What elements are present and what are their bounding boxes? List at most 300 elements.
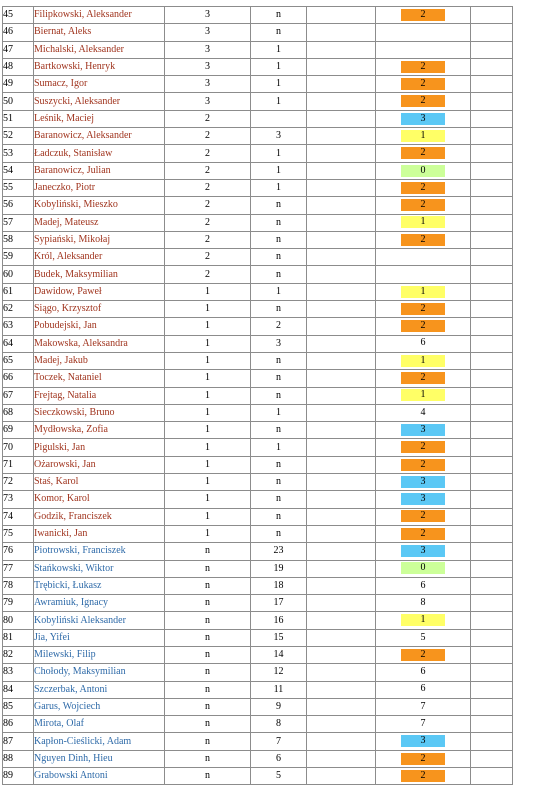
empty-cell[interactable] bbox=[471, 301, 513, 318]
empty-cell[interactable] bbox=[471, 474, 513, 491]
empty-cell[interactable] bbox=[471, 318, 513, 335]
row-number-cell[interactable]: 69 bbox=[3, 422, 34, 439]
column-b-cell[interactable]: 6 bbox=[251, 750, 307, 767]
empty-cell[interactable] bbox=[471, 768, 513, 785]
empty-cell[interactable] bbox=[307, 681, 376, 698]
column-b-cell[interactable]: n bbox=[251, 474, 307, 491]
value-cell[interactable] bbox=[376, 318, 471, 335]
column-a-cell[interactable]: 2 bbox=[165, 197, 251, 214]
empty-cell[interactable] bbox=[307, 474, 376, 491]
row-number-cell[interactable]: 80 bbox=[3, 612, 34, 629]
column-b-cell[interactable]: n bbox=[251, 491, 307, 508]
column-b-cell[interactable]: 15 bbox=[251, 629, 307, 646]
empty-cell[interactable] bbox=[471, 422, 513, 439]
empty-cell[interactable] bbox=[307, 24, 376, 41]
column-b-cell[interactable]: 8 bbox=[251, 716, 307, 733]
empty-cell[interactable] bbox=[307, 733, 376, 750]
column-a-cell[interactable]: n bbox=[165, 646, 251, 663]
row-number-cell[interactable]: 76 bbox=[3, 543, 34, 560]
empty-cell[interactable] bbox=[471, 162, 513, 179]
student-name-cell[interactable]: Ożarowski, Jan bbox=[34, 456, 165, 473]
student-name-cell[interactable]: Pobudejski, Jan bbox=[34, 318, 165, 335]
column-a-cell[interactable]: 2 bbox=[165, 231, 251, 248]
empty-cell[interactable] bbox=[471, 145, 513, 162]
column-b-cell[interactable]: 16 bbox=[251, 612, 307, 629]
empty-cell[interactable] bbox=[471, 491, 513, 508]
value-cell[interactable] bbox=[376, 733, 471, 750]
column-b-cell[interactable]: 5 bbox=[251, 768, 307, 785]
student-name-cell[interactable]: Jia, Yifei bbox=[34, 629, 165, 646]
value-cell[interactable] bbox=[376, 595, 471, 612]
student-name-cell[interactable]: Budek, Maksymilian bbox=[34, 266, 165, 283]
column-b-cell[interactable]: n bbox=[251, 24, 307, 41]
value-cell[interactable] bbox=[376, 543, 471, 560]
student-name-cell[interactable]: Baranowicz, Aleksander bbox=[34, 128, 165, 145]
empty-cell[interactable] bbox=[471, 249, 513, 266]
column-b-cell[interactable]: n bbox=[251, 7, 307, 24]
empty-cell[interactable] bbox=[471, 716, 513, 733]
row-number-cell[interactable]: 72 bbox=[3, 474, 34, 491]
column-a-cell[interactable]: 1 bbox=[165, 474, 251, 491]
student-name-cell[interactable]: Suszycki, Aleksander bbox=[34, 93, 165, 110]
student-name-cell[interactable]: Madej, Mateusz bbox=[34, 214, 165, 231]
student-name-cell[interactable]: Makowska, Aleksandra bbox=[34, 335, 165, 352]
row-number-cell[interactable]: 59 bbox=[3, 249, 34, 266]
empty-cell[interactable] bbox=[471, 58, 513, 75]
empty-cell[interactable] bbox=[307, 716, 376, 733]
empty-cell[interactable] bbox=[307, 387, 376, 404]
student-name-cell[interactable]: Sieczkowski, Bruno bbox=[34, 404, 165, 421]
column-b-cell[interactable]: n bbox=[251, 352, 307, 369]
empty-cell[interactable] bbox=[307, 404, 376, 421]
row-number-cell[interactable]: 61 bbox=[3, 283, 34, 300]
student-name-cell[interactable]: Trębicki, Łukasz bbox=[34, 577, 165, 594]
student-name-cell[interactable]: Kobyliński Aleksander bbox=[34, 612, 165, 629]
empty-cell[interactable] bbox=[471, 197, 513, 214]
column-b-cell[interactable]: 1 bbox=[251, 76, 307, 93]
row-number-cell[interactable]: 89 bbox=[3, 768, 34, 785]
value-cell[interactable] bbox=[376, 681, 471, 698]
column-a-cell[interactable]: n bbox=[165, 664, 251, 681]
value-cell[interactable] bbox=[376, 41, 471, 58]
empty-cell[interactable] bbox=[471, 560, 513, 577]
empty-cell[interactable] bbox=[471, 404, 513, 421]
student-name-cell[interactable]: Mirota, Olaf bbox=[34, 716, 165, 733]
value-cell[interactable] bbox=[376, 179, 471, 196]
empty-cell[interactable] bbox=[307, 266, 376, 283]
empty-cell[interactable] bbox=[307, 76, 376, 93]
student-name-cell[interactable]: Sypiański, Mikołaj bbox=[34, 231, 165, 248]
empty-cell[interactable] bbox=[307, 283, 376, 300]
student-name-cell[interactable]: Sumacz, Igor bbox=[34, 76, 165, 93]
empty-cell[interactable] bbox=[307, 768, 376, 785]
row-number-cell[interactable]: 46 bbox=[3, 24, 34, 41]
value-cell[interactable] bbox=[376, 352, 471, 369]
empty-cell[interactable] bbox=[471, 595, 513, 612]
value-cell[interactable] bbox=[376, 7, 471, 24]
student-name-cell[interactable]: Kobyliński, Mieszko bbox=[34, 197, 165, 214]
row-number-cell[interactable]: 84 bbox=[3, 681, 34, 698]
row-number-cell[interactable]: 83 bbox=[3, 664, 34, 681]
empty-cell[interactable] bbox=[307, 577, 376, 594]
column-b-cell[interactable]: 3 bbox=[251, 335, 307, 352]
student-name-cell[interactable]: Chołody, Maksymilian bbox=[34, 664, 165, 681]
empty-cell[interactable] bbox=[307, 370, 376, 387]
empty-cell[interactable] bbox=[471, 681, 513, 698]
student-name-cell[interactable]: Piotrowski, Franciszek bbox=[34, 543, 165, 560]
value-cell[interactable] bbox=[376, 456, 471, 473]
value-cell[interactable] bbox=[376, 301, 471, 318]
column-a-cell[interactable]: 1 bbox=[165, 301, 251, 318]
empty-cell[interactable] bbox=[471, 335, 513, 352]
student-name-cell[interactable]: Grabowski Antoni bbox=[34, 768, 165, 785]
row-number-cell[interactable]: 50 bbox=[3, 93, 34, 110]
student-name-cell[interactable]: Toczek, Nataniel bbox=[34, 370, 165, 387]
empty-cell[interactable] bbox=[307, 231, 376, 248]
column-b-cell[interactable]: 18 bbox=[251, 577, 307, 594]
empty-cell[interactable] bbox=[307, 508, 376, 525]
value-cell[interactable] bbox=[376, 508, 471, 525]
value-cell[interactable] bbox=[376, 266, 471, 283]
empty-cell[interactable] bbox=[307, 7, 376, 24]
empty-cell[interactable] bbox=[471, 128, 513, 145]
empty-cell[interactable] bbox=[307, 664, 376, 681]
column-a-cell[interactable]: n bbox=[165, 629, 251, 646]
empty-cell[interactable] bbox=[307, 629, 376, 646]
empty-cell[interactable] bbox=[471, 629, 513, 646]
column-a-cell[interactable]: 2 bbox=[165, 110, 251, 127]
column-b-cell[interactable]: n bbox=[251, 422, 307, 439]
empty-cell[interactable] bbox=[307, 128, 376, 145]
column-b-cell[interactable]: n bbox=[251, 266, 307, 283]
value-cell[interactable] bbox=[376, 768, 471, 785]
empty-cell[interactable] bbox=[307, 595, 376, 612]
empty-cell[interactable] bbox=[471, 698, 513, 715]
row-number-cell[interactable]: 62 bbox=[3, 301, 34, 318]
column-b-cell[interactable] bbox=[251, 110, 307, 127]
column-b-cell[interactable]: 14 bbox=[251, 646, 307, 663]
column-b-cell[interactable]: 1 bbox=[251, 283, 307, 300]
value-cell[interactable] bbox=[376, 646, 471, 663]
column-b-cell[interactable]: n bbox=[251, 508, 307, 525]
column-b-cell[interactable]: 17 bbox=[251, 595, 307, 612]
empty-cell[interactable] bbox=[471, 439, 513, 456]
empty-cell[interactable] bbox=[471, 733, 513, 750]
value-cell[interactable] bbox=[376, 93, 471, 110]
empty-cell[interactable] bbox=[471, 352, 513, 369]
column-b-cell[interactable]: n bbox=[251, 525, 307, 542]
student-name-cell[interactable]: Godzik, Franciszek bbox=[34, 508, 165, 525]
column-a-cell[interactable]: 3 bbox=[165, 41, 251, 58]
value-cell[interactable] bbox=[376, 370, 471, 387]
row-number-cell[interactable]: 52 bbox=[3, 128, 34, 145]
column-a-cell[interactable]: 2 bbox=[165, 266, 251, 283]
empty-cell[interactable] bbox=[471, 179, 513, 196]
student-name-cell[interactable]: Siągo, Krzysztof bbox=[34, 301, 165, 318]
empty-cell[interactable] bbox=[307, 491, 376, 508]
column-b-cell[interactable]: 1 bbox=[251, 179, 307, 196]
value-cell[interactable] bbox=[376, 422, 471, 439]
empty-cell[interactable] bbox=[307, 214, 376, 231]
column-b-cell[interactable]: n bbox=[251, 214, 307, 231]
column-a-cell[interactable]: 1 bbox=[165, 456, 251, 473]
column-a-cell[interactable]: n bbox=[165, 577, 251, 594]
row-number-cell[interactable]: 66 bbox=[3, 370, 34, 387]
column-b-cell[interactable]: 1 bbox=[251, 58, 307, 75]
row-number-cell[interactable]: 86 bbox=[3, 716, 34, 733]
column-a-cell[interactable]: 3 bbox=[165, 24, 251, 41]
empty-cell[interactable] bbox=[471, 76, 513, 93]
student-name-cell[interactable]: Madej, Jakub bbox=[34, 352, 165, 369]
column-b-cell[interactable]: 1 bbox=[251, 41, 307, 58]
value-cell[interactable] bbox=[376, 716, 471, 733]
student-name-cell[interactable]: Dawidow, Paweł bbox=[34, 283, 165, 300]
empty-cell[interactable] bbox=[307, 456, 376, 473]
column-a-cell[interactable]: 2 bbox=[165, 249, 251, 266]
column-b-cell[interactable]: 1 bbox=[251, 162, 307, 179]
empty-cell[interactable] bbox=[471, 387, 513, 404]
column-a-cell[interactable]: 1 bbox=[165, 335, 251, 352]
column-b-cell[interactable]: 1 bbox=[251, 93, 307, 110]
student-name-cell[interactable]: Frejtag, Natalia bbox=[34, 387, 165, 404]
column-a-cell[interactable]: n bbox=[165, 560, 251, 577]
column-b-cell[interactable]: 1 bbox=[251, 145, 307, 162]
value-cell[interactable] bbox=[376, 197, 471, 214]
student-name-cell[interactable]: Biernat, Aleks bbox=[34, 24, 165, 41]
value-cell[interactable] bbox=[376, 76, 471, 93]
column-b-cell[interactable]: n bbox=[251, 197, 307, 214]
student-name-cell[interactable]: Bartkowski, Henryk bbox=[34, 58, 165, 75]
empty-cell[interactable] bbox=[471, 370, 513, 387]
student-name-cell[interactable]: Nguyen Dinh, Hieu bbox=[34, 750, 165, 767]
value-cell[interactable] bbox=[376, 750, 471, 767]
value-cell[interactable] bbox=[376, 335, 471, 352]
empty-cell[interactable] bbox=[471, 525, 513, 542]
value-cell[interactable] bbox=[376, 577, 471, 594]
column-a-cell[interactable]: 2 bbox=[165, 128, 251, 145]
empty-cell[interactable] bbox=[307, 145, 376, 162]
empty-cell[interactable] bbox=[307, 197, 376, 214]
value-cell[interactable] bbox=[376, 110, 471, 127]
value-cell[interactable] bbox=[376, 231, 471, 248]
empty-cell[interactable] bbox=[471, 214, 513, 231]
empty-cell[interactable] bbox=[307, 352, 376, 369]
row-number-cell[interactable]: 47 bbox=[3, 41, 34, 58]
row-number-cell[interactable]: 54 bbox=[3, 162, 34, 179]
row-number-cell[interactable]: 79 bbox=[3, 595, 34, 612]
student-name-cell[interactable]: Król, Aleksander bbox=[34, 249, 165, 266]
empty-cell[interactable] bbox=[471, 664, 513, 681]
row-number-cell[interactable]: 87 bbox=[3, 733, 34, 750]
empty-cell[interactable] bbox=[307, 422, 376, 439]
student-name-cell[interactable]: Janeczko, Piotr bbox=[34, 179, 165, 196]
column-a-cell[interactable]: 1 bbox=[165, 387, 251, 404]
row-number-cell[interactable]: 49 bbox=[3, 76, 34, 93]
student-name-cell[interactable]: Staś, Karol bbox=[34, 474, 165, 491]
column-a-cell[interactable]: n bbox=[165, 543, 251, 560]
empty-cell[interactable] bbox=[471, 508, 513, 525]
column-b-cell[interactable]: 12 bbox=[251, 664, 307, 681]
column-a-cell[interactable]: 1 bbox=[165, 370, 251, 387]
empty-cell[interactable] bbox=[307, 93, 376, 110]
student-name-cell[interactable]: Szczerbak, Antoni bbox=[34, 681, 165, 698]
row-number-cell[interactable]: 67 bbox=[3, 387, 34, 404]
empty-cell[interactable] bbox=[307, 335, 376, 352]
empty-cell[interactable] bbox=[471, 646, 513, 663]
column-a-cell[interactable]: 1 bbox=[165, 508, 251, 525]
row-number-cell[interactable]: 55 bbox=[3, 179, 34, 196]
empty-cell[interactable] bbox=[307, 525, 376, 542]
column-a-cell[interactable]: n bbox=[165, 750, 251, 767]
empty-cell[interactable] bbox=[307, 560, 376, 577]
row-number-cell[interactable]: 81 bbox=[3, 629, 34, 646]
value-cell[interactable] bbox=[376, 128, 471, 145]
value-cell[interactable] bbox=[376, 560, 471, 577]
column-a-cell[interactable]: 1 bbox=[165, 439, 251, 456]
value-cell[interactable] bbox=[376, 58, 471, 75]
row-number-cell[interactable]: 73 bbox=[3, 491, 34, 508]
empty-cell[interactable] bbox=[307, 41, 376, 58]
empty-cell[interactable] bbox=[307, 318, 376, 335]
column-a-cell[interactable]: 2 bbox=[165, 162, 251, 179]
empty-cell[interactable] bbox=[471, 543, 513, 560]
row-number-cell[interactable]: 82 bbox=[3, 646, 34, 663]
column-a-cell[interactable]: n bbox=[165, 733, 251, 750]
student-name-cell[interactable]: Iwanicki, Jan bbox=[34, 525, 165, 542]
column-a-cell[interactable]: 2 bbox=[165, 145, 251, 162]
value-cell[interactable] bbox=[376, 214, 471, 231]
column-b-cell[interactable]: n bbox=[251, 387, 307, 404]
empty-cell[interactable] bbox=[307, 162, 376, 179]
column-a-cell[interactable]: 3 bbox=[165, 7, 251, 24]
student-name-cell[interactable]: Mydłowska, Zofia bbox=[34, 422, 165, 439]
row-number-cell[interactable]: 65 bbox=[3, 352, 34, 369]
student-name-cell[interactable]: Awramiuk, Ignacy bbox=[34, 595, 165, 612]
row-number-cell[interactable]: 68 bbox=[3, 404, 34, 421]
empty-cell[interactable] bbox=[307, 110, 376, 127]
column-a-cell[interactable]: n bbox=[165, 698, 251, 715]
value-cell[interactable] bbox=[376, 629, 471, 646]
row-number-cell[interactable]: 74 bbox=[3, 508, 34, 525]
student-name-cell[interactable]: Pigulski, Jan bbox=[34, 439, 165, 456]
column-a-cell[interactable]: 1 bbox=[165, 422, 251, 439]
row-number-cell[interactable]: 58 bbox=[3, 231, 34, 248]
value-cell[interactable] bbox=[376, 387, 471, 404]
empty-cell[interactable] bbox=[471, 7, 513, 24]
column-b-cell[interactable]: 19 bbox=[251, 560, 307, 577]
empty-cell[interactable] bbox=[307, 612, 376, 629]
row-number-cell[interactable]: 57 bbox=[3, 214, 34, 231]
row-number-cell[interactable]: 53 bbox=[3, 145, 34, 162]
column-a-cell[interactable]: 3 bbox=[165, 58, 251, 75]
row-number-cell[interactable]: 88 bbox=[3, 750, 34, 767]
column-a-cell[interactable]: 1 bbox=[165, 283, 251, 300]
column-a-cell[interactable]: 3 bbox=[165, 76, 251, 93]
empty-cell[interactable] bbox=[307, 249, 376, 266]
column-b-cell[interactable]: n bbox=[251, 456, 307, 473]
value-cell[interactable] bbox=[376, 145, 471, 162]
row-number-cell[interactable]: 64 bbox=[3, 335, 34, 352]
empty-cell[interactable] bbox=[471, 110, 513, 127]
column-a-cell[interactable]: 2 bbox=[165, 214, 251, 231]
value-cell[interactable] bbox=[376, 664, 471, 681]
column-b-cell[interactable]: n bbox=[251, 249, 307, 266]
column-b-cell[interactable]: n bbox=[251, 231, 307, 248]
student-name-cell[interactable]: Kapłon-Cieślicki, Adam bbox=[34, 733, 165, 750]
value-cell[interactable] bbox=[376, 24, 471, 41]
empty-cell[interactable] bbox=[307, 750, 376, 767]
value-cell[interactable] bbox=[376, 404, 471, 421]
value-cell[interactable] bbox=[376, 249, 471, 266]
row-number-cell[interactable]: 51 bbox=[3, 110, 34, 127]
empty-cell[interactable] bbox=[471, 577, 513, 594]
student-name-cell[interactable]: Stańkowski, Wiktor bbox=[34, 560, 165, 577]
empty-cell[interactable] bbox=[307, 439, 376, 456]
row-number-cell[interactable]: 56 bbox=[3, 197, 34, 214]
student-name-cell[interactable]: Leśnik, Maciej bbox=[34, 110, 165, 127]
column-b-cell[interactable]: 9 bbox=[251, 698, 307, 715]
empty-cell[interactable] bbox=[307, 543, 376, 560]
column-a-cell[interactable]: 1 bbox=[165, 491, 251, 508]
student-name-cell[interactable]: Garus, Wojciech bbox=[34, 698, 165, 715]
empty-cell[interactable] bbox=[471, 266, 513, 283]
column-a-cell[interactable]: n bbox=[165, 612, 251, 629]
column-b-cell[interactable]: 23 bbox=[251, 543, 307, 560]
column-b-cell[interactable]: 3 bbox=[251, 128, 307, 145]
student-name-cell[interactable]: Filipkowski, Aleksander bbox=[34, 7, 165, 24]
empty-cell[interactable] bbox=[471, 283, 513, 300]
value-cell[interactable] bbox=[376, 612, 471, 629]
row-number-cell[interactable]: 70 bbox=[3, 439, 34, 456]
column-a-cell[interactable]: 2 bbox=[165, 179, 251, 196]
empty-cell[interactable] bbox=[471, 41, 513, 58]
column-b-cell[interactable]: 11 bbox=[251, 681, 307, 698]
row-number-cell[interactable]: 71 bbox=[3, 456, 34, 473]
column-a-cell[interactable]: 3 bbox=[165, 93, 251, 110]
column-b-cell[interactable]: 1 bbox=[251, 404, 307, 421]
row-number-cell[interactable]: 45 bbox=[3, 7, 34, 24]
student-name-cell[interactable]: Michalski, Aleksander bbox=[34, 41, 165, 58]
column-a-cell[interactable]: n bbox=[165, 768, 251, 785]
column-a-cell[interactable]: 1 bbox=[165, 352, 251, 369]
empty-cell[interactable] bbox=[307, 58, 376, 75]
empty-cell[interactable] bbox=[307, 698, 376, 715]
row-number-cell[interactable]: 60 bbox=[3, 266, 34, 283]
row-number-cell[interactable]: 78 bbox=[3, 577, 34, 594]
empty-cell[interactable] bbox=[471, 231, 513, 248]
column-a-cell[interactable]: n bbox=[165, 595, 251, 612]
empty-cell[interactable] bbox=[307, 646, 376, 663]
empty-cell[interactable] bbox=[471, 24, 513, 41]
student-name-cell[interactable]: Komor, Karol bbox=[34, 491, 165, 508]
empty-cell[interactable] bbox=[471, 93, 513, 110]
empty-cell[interactable] bbox=[471, 750, 513, 767]
value-cell[interactable] bbox=[376, 491, 471, 508]
row-number-cell[interactable]: 63 bbox=[3, 318, 34, 335]
value-cell[interactable] bbox=[376, 474, 471, 491]
column-a-cell[interactable]: 1 bbox=[165, 404, 251, 421]
column-b-cell[interactable]: 1 bbox=[251, 439, 307, 456]
row-number-cell[interactable]: 85 bbox=[3, 698, 34, 715]
row-number-cell[interactable]: 75 bbox=[3, 525, 34, 542]
row-number-cell[interactable]: 48 bbox=[3, 58, 34, 75]
column-b-cell[interactable]: 2 bbox=[251, 318, 307, 335]
value-cell[interactable] bbox=[376, 439, 471, 456]
student-name-cell[interactable]: Ładczuk, Stanisław bbox=[34, 145, 165, 162]
student-name-cell[interactable]: Baranowicz, Julian bbox=[34, 162, 165, 179]
column-b-cell[interactable]: 7 bbox=[251, 733, 307, 750]
column-a-cell[interactable]: 1 bbox=[165, 525, 251, 542]
